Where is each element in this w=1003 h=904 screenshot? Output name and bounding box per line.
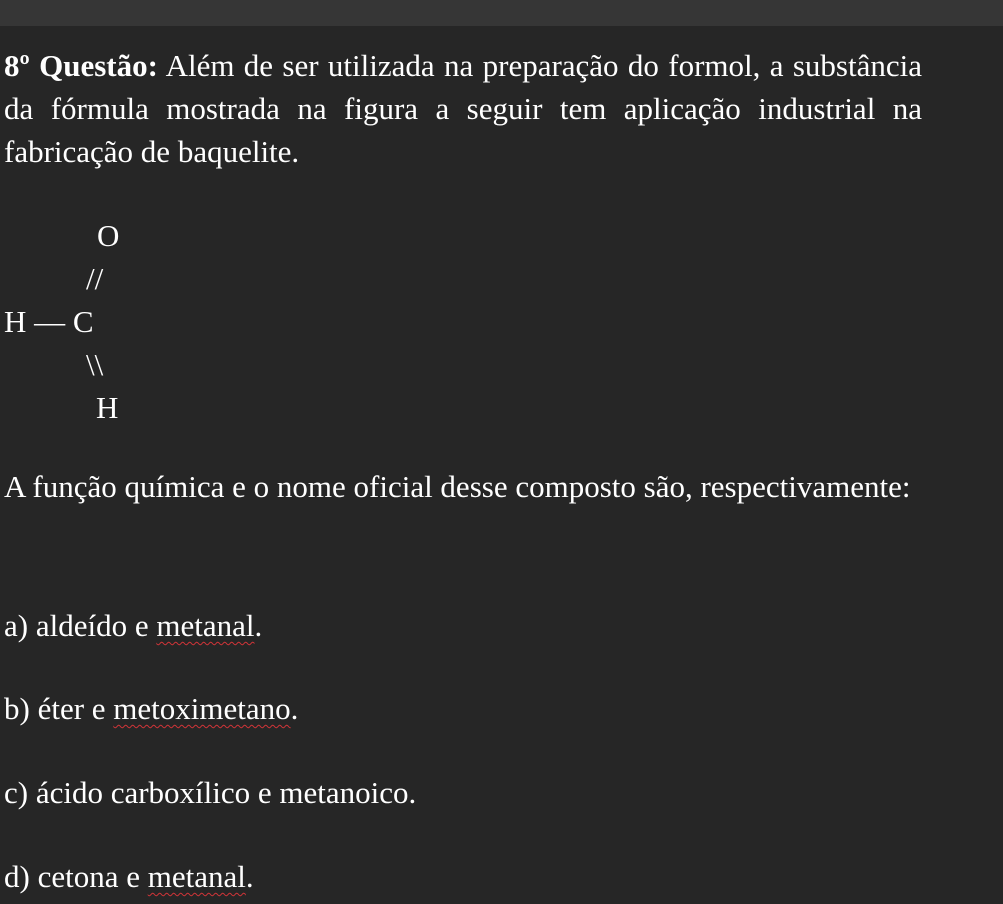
formula-double-bond-top: // xyxy=(86,261,104,296)
formula-oxygen: O xyxy=(97,218,120,253)
formula-hydrogen-carbon: H — C xyxy=(4,304,94,339)
option-a xyxy=(4,604,262,647)
option-a-suffix: . xyxy=(254,608,263,643)
prompt-paragraph: A função química e o nome oficial desse composto são, respectivamente: xyxy=(4,469,911,504)
formula-hydrogen-bottom: H xyxy=(96,390,119,425)
question-label: 8º Questão: xyxy=(4,48,158,83)
option-b-term[interactable]: metoximetano xyxy=(113,691,291,726)
document-body[interactable] xyxy=(4,44,922,894)
formula-bond-bottom: \\ xyxy=(86,347,104,382)
option-d xyxy=(4,855,254,898)
window-top-bar xyxy=(0,0,1003,26)
question-paragraph xyxy=(4,44,922,173)
option-d-term[interactable]: metanal xyxy=(147,859,246,894)
option-b xyxy=(4,687,298,730)
option-a-term[interactable]: metanal xyxy=(156,608,255,643)
option-b-suffix: . xyxy=(290,691,299,726)
option-d-prefix: d) cetona e xyxy=(4,859,148,894)
option-d-suffix: . xyxy=(245,859,254,894)
question-statement: Além de ser utilizada na preparação do formol, a substância da fórmula mostrada na figura a seguir tem aplicação industrial na fabricação de baquelite. xyxy=(4,48,922,169)
option-c: c) ácido carboxílico e metanoico. xyxy=(4,775,417,810)
chemical-formula xyxy=(4,214,922,442)
option-a-prefix: a) aldeído e xyxy=(4,608,157,643)
option-b-prefix: b) éter e xyxy=(4,691,114,726)
